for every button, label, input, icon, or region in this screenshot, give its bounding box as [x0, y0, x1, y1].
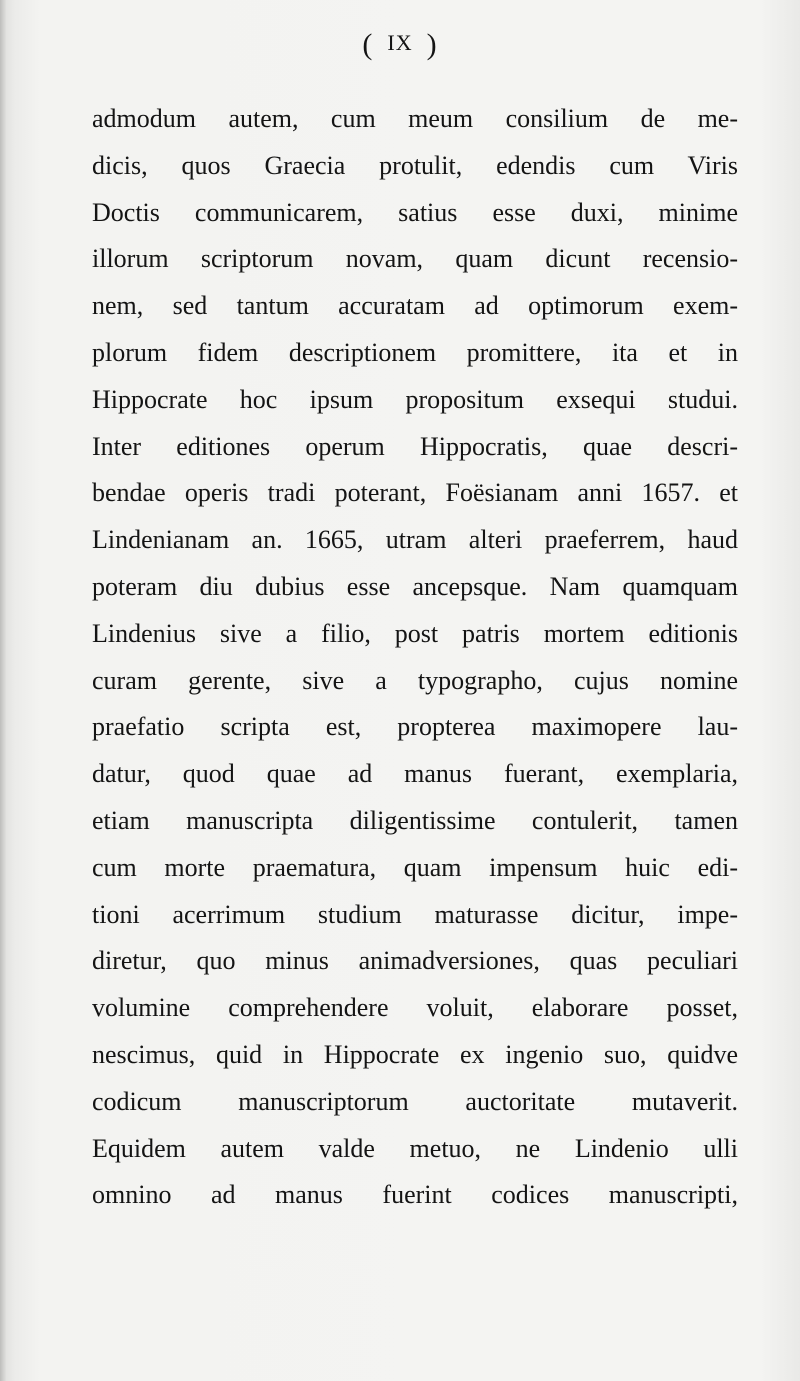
text-line: diretur, quo minus animadversiones, quas peculiari — [92, 946, 738, 976]
text-line: Doctis communicarem, satius esse duxi, minime — [92, 197, 738, 227]
text-line: curam gerente, sive a typographo, cujus nomine — [92, 665, 738, 695]
text-line: nescimus, quid in Hippocrate ex ingenio suo, quidve — [92, 1039, 738, 1069]
text-line: nem, sed tantum accuratam ad optimorum exem- — [92, 291, 738, 321]
text-line: dicis, quos Graecia protulit, edendis cum Viris — [92, 150, 738, 180]
binding-edge — [0, 0, 6, 1381]
text-line: poteram diu dubius esse ancepsque. Nam quamquam — [92, 571, 738, 601]
text-line: Lindenianam an. 1665, utram alteri praeferrem, haud — [92, 525, 738, 555]
open-paren: ( — [362, 28, 374, 61]
body-text — [92, 96, 738, 1219]
text-line: datur, quod quae ad manus fuerant, exemplaria, — [92, 759, 738, 789]
text-line: Inter editiones operum Hippocratis, quae descri- — [92, 431, 738, 461]
text-line: plorum fidem descriptionem promittere, ita et in — [92, 337, 738, 367]
text-line: codicum manuscriptorum auctoritate mutaverit. — [92, 1086, 738, 1116]
close-paren: ) — [426, 28, 438, 61]
text-line: bendae operis tradi poterant, Foësianam anni 1657. et — [92, 478, 738, 508]
page-number — [0, 28, 800, 62]
text-line: volumine comprehendere voluit, elaborare posset, — [92, 993, 738, 1023]
text-line: Hippocrate hoc ipsum propositum exsequi studui. — [92, 384, 738, 414]
text-line: praefatio scripta est, propterea maximopere lau- — [92, 712, 738, 742]
text-line: illorum scriptorum novam, quam dicunt recensio- — [92, 244, 738, 274]
text-line: admodum autem, cum meum consilium de me- — [92, 104, 738, 133]
text-line: Lindenius sive a filio, post patris mortem editionis — [92, 618, 738, 648]
text-line: etiam manuscripta diligentissime contulerit, tamen — [92, 805, 738, 835]
text-line: Equidem autem valde metuo, ne Lindenio ulli — [92, 1133, 738, 1163]
text-line: omnino ad manus fuerint codices manuscripti, — [92, 1180, 738, 1210]
text-line: cum morte praematura, quam impensum huic edi- — [92, 852, 738, 882]
page-number-value: IX — [387, 30, 413, 55]
text-line: tioni acerrimum studium maturasse dicitur, impe- — [92, 899, 738, 929]
